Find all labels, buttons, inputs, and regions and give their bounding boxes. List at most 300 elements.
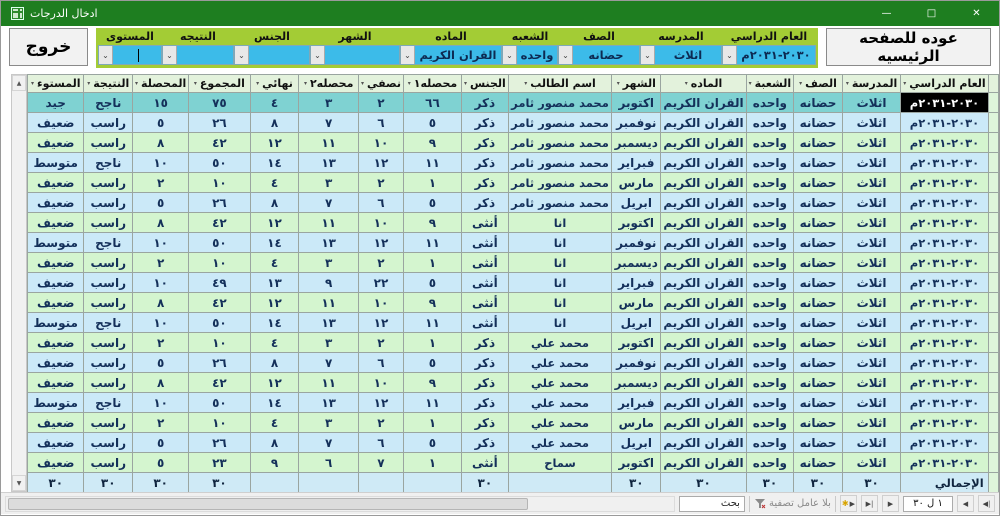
cell-result[interactable]: راسب [84,133,133,153]
cell-level[interactable]: متوسط [28,313,84,333]
cell-subject[interactable]: القران الكريم [661,273,746,293]
cell-half[interactable]: ١٢ [358,393,403,413]
cell-half[interactable]: ٦ [358,113,403,133]
cell-total[interactable]: ١٠ [189,333,250,353]
cell-obtained[interactable]: ٨ [133,293,189,313]
cell-half[interactable]: ٧ [358,453,403,473]
cell-section[interactable]: واحده [746,133,793,153]
cell-grade[interactable]: حضانه [794,413,843,433]
column-header-result[interactable] [84,75,133,93]
filter-value-section[interactable]: واحده [520,48,554,62]
column-header-gender[interactable] [461,75,508,93]
cell-total[interactable]: ٤٢ [189,133,250,153]
column-header-sum1[interactable] [403,75,461,93]
cell-result[interactable]: راسب [84,433,133,453]
column-header-sum2[interactable] [299,75,359,93]
column-header-half[interactable] [358,75,403,93]
cell-month[interactable]: مارس [612,413,661,433]
cell-sum2[interactable]: ١٣ [299,313,359,333]
chevron-down-icon[interactable]: ⌄ [401,46,415,64]
cell-school[interactable]: اثلاث [842,193,900,213]
chevron-down-icon[interactable]: ⌄ [723,46,737,64]
cell-sum2[interactable]: ٣ [299,333,359,353]
column-header-level[interactable] [28,75,84,93]
cell-student[interactable]: انا [508,293,611,313]
cell-level[interactable]: جيد [28,93,84,113]
last-record-button[interactable]: ▶| [861,495,878,512]
cell-half[interactable]: ١٠ [358,133,403,153]
cell-gender[interactable]: أنثى [461,233,508,253]
cell-school[interactable]: اثلاث [842,313,900,333]
cell-half[interactable]: ٢ [358,173,403,193]
cell-section[interactable]: واحده [746,173,793,193]
cell-sum2[interactable]: ٦ [299,453,359,473]
cell-subject[interactable]: القران الكريم [661,253,746,273]
record-selector[interactable] [988,153,998,173]
cell-year[interactable]: ٢٠٣٠-٢٠٣١م [901,133,988,153]
record-counter[interactable] [903,496,953,512]
cell-gender[interactable]: ذكر [461,113,508,133]
cell-final[interactable]: ١٤ [250,393,299,413]
cell-total[interactable]: ٢٦ [189,193,250,213]
cell-month[interactable]: اكتوبر [612,93,661,113]
cell-year[interactable]: ٢٠٣٠-٢٠٣١م [901,233,988,253]
cell-year[interactable]: ٢٠٣٠-٢٠٣١م [901,453,988,473]
cell-subject[interactable]: القران الكريم [661,333,746,353]
cell-total[interactable]: ٢٣ [189,453,250,473]
cell-sum1[interactable]: ٩ [403,133,461,153]
horizontal-scrollbar-thumb[interactable] [8,498,528,510]
cell-school[interactable]: اثلاث [842,273,900,293]
cell-sum1[interactable]: ٥ [403,353,461,373]
cell-final[interactable]: ١٤ [250,153,299,173]
column-dropdown-icon[interactable]: ▾ [407,80,411,87]
chevron-down-icon[interactable]: ⌄ [163,46,177,64]
cell-subject[interactable]: القران الكريم [661,173,746,193]
column-header-final[interactable] [250,75,299,93]
cell-student[interactable]: انا [508,313,611,333]
cell-sum1[interactable]: ٩ [403,213,461,233]
cell-subject[interactable]: القران الكريم [661,353,746,373]
cell-year[interactable]: ٢٠٣٠-٢٠٣١م [901,353,988,373]
cell-month[interactable]: فبراير [612,393,661,413]
cell-total[interactable]: ٤٢ [189,293,250,313]
cell-obtained[interactable]: ٥ [133,193,189,213]
cell-sum1[interactable]: ١ [403,413,461,433]
cell-half[interactable]: ٦ [358,353,403,373]
cell-sum2[interactable]: ٣ [299,413,359,433]
cell-sum2[interactable]: ٧ [299,113,359,133]
cell-obtained[interactable]: ٢ [133,333,189,353]
cell-gender[interactable]: أنثى [461,293,508,313]
cell-month[interactable]: مارس [612,293,661,313]
cell-obtained[interactable]: ٢ [133,413,189,433]
cell-month[interactable]: ديسمبر [612,253,661,273]
cell-year[interactable]: ٢٠٣٠-٢٠٣١م [901,413,988,433]
cell-gender[interactable]: ذكر [461,153,508,173]
cell-gender[interactable]: أنثى [461,313,508,333]
cell-sum2[interactable]: ٧ [299,193,359,213]
cell-grade[interactable]: حضانه [794,373,843,393]
filter-value-school[interactable]: اثلاث [673,48,703,62]
cell-obtained[interactable]: ١٥ [133,93,189,113]
cell-final[interactable]: ٨ [250,193,299,213]
cell-level[interactable]: متوسط [28,393,84,413]
filter-combo-level[interactable] [98,45,162,65]
cell-student[interactable]: محمد علي [508,433,611,453]
cell-month[interactable]: اكتوبر [612,213,661,233]
cell-grade[interactable]: حضانه [794,193,843,213]
cell-sum1[interactable]: ١١ [403,233,461,253]
cell-obtained[interactable]: ١٠ [133,153,189,173]
cell-year[interactable]: ٢٠٣٠-٢٠٣١م [901,293,988,313]
cell-student[interactable]: محمد علي [508,413,611,433]
cell-grade[interactable]: حضانه [794,313,843,333]
cell-year[interactable]: ٢٠٣٠-٢٠٣١م [901,433,988,453]
cell-grade[interactable]: حضانه [794,393,843,413]
cell-half[interactable]: ٦ [358,193,403,213]
cell-section[interactable]: واحده [746,113,793,133]
cell-sum2[interactable]: ١١ [299,133,359,153]
cell-half[interactable]: ١٢ [358,313,403,333]
cell-obtained[interactable]: ٥ [133,453,189,473]
cell-section[interactable]: واحده [746,93,793,113]
maximize-icon[interactable]: □ [926,8,937,19]
cell-obtained[interactable]: ١٠ [133,313,189,333]
filter-value-year[interactable]: ٢٠٣٠-٢٠٣١م [741,48,811,62]
cell-half[interactable]: ٢ [358,93,403,113]
cell-level[interactable]: متوسط [28,153,84,173]
filter-value-grade[interactable]: حضانه [588,48,624,62]
cell-level[interactable]: ضعيف [28,173,84,193]
cell-result[interactable]: راسب [84,353,133,373]
close-icon[interactable]: ✕ [972,8,981,19]
minimize-icon[interactable]: — [881,8,892,19]
column-dropdown-icon[interactable]: ▾ [845,80,849,87]
cell-sum2[interactable]: ٩ [299,273,359,293]
cell-grade[interactable]: حضانه [794,153,843,173]
filter-status[interactable] [754,498,831,510]
cell-gender[interactable]: ذكر [461,133,508,153]
cell-level[interactable]: ضعيف [28,133,84,153]
cell-month[interactable]: نوفمبر [612,353,661,373]
record-selector[interactable] [988,293,998,313]
cell-gender[interactable]: ذكر [461,373,508,393]
cell-total[interactable]: ٢٦ [189,353,250,373]
record-selector[interactable] [988,193,998,213]
cell-school[interactable]: اثلاث [842,453,900,473]
record-selector[interactable] [988,93,998,113]
column-dropdown-icon[interactable]: ▾ [903,80,907,87]
record-selector[interactable] [988,473,998,493]
cell-year[interactable]: ٢٠٣٠-٢٠٣١م [901,313,988,333]
record-selector[interactable] [988,393,998,413]
cell-half[interactable]: ٢ [358,413,403,433]
cell-month[interactable]: فبراير [612,153,661,173]
cell-year[interactable]: ٢٠٣٠-٢٠٣١م [901,333,988,353]
cell-sum2[interactable]: ٧ [299,353,359,373]
cell-school[interactable]: اثلاث [842,433,900,453]
cell-result[interactable]: راسب [84,373,133,393]
cell-half[interactable]: ١٠ [358,293,403,313]
record-selector[interactable] [988,253,998,273]
filter-combo-section[interactable] [502,45,558,65]
cell-final[interactable]: ٤ [250,253,299,273]
cell-half[interactable]: ٦ [358,433,403,453]
cell-level[interactable]: ضعيف [28,293,84,313]
cell-grade[interactable]: حضانه [794,253,843,273]
cell-section[interactable]: واحده [746,253,793,273]
search-input[interactable] [679,496,745,512]
cell-total[interactable]: ١٠ [189,253,250,273]
home-button[interactable]: عوده للصفحه الرئيسيه [826,28,991,66]
cell-section[interactable]: واحده [746,313,793,333]
cell-final[interactable]: ١٤ [250,313,299,333]
cell-sum1[interactable]: ١١ [403,313,461,333]
cell-month[interactable]: ابريل [612,193,661,213]
chevron-down-icon[interactable]: ⌄ [559,46,573,64]
cell-gender[interactable]: ذكر [461,433,508,453]
cell-result[interactable]: ناجح [84,153,133,173]
column-dropdown-icon[interactable]: ▾ [799,80,803,87]
cell-total[interactable]: ٥٠ [189,313,250,333]
cell-grade[interactable]: حضانه [794,233,843,253]
cell-obtained[interactable]: ١٠ [133,393,189,413]
cell-half[interactable]: ٢ [358,253,403,273]
cell-grade[interactable]: حضانه [794,353,843,373]
column-header-year[interactable] [901,75,988,93]
cell-student[interactable]: انا [508,213,611,233]
cell-result[interactable]: راسب [84,173,133,193]
cell-subject[interactable]: القران الكريم [661,453,746,473]
cell-obtained[interactable]: ٥ [133,353,189,373]
column-header-section[interactable] [746,75,793,93]
cell-school[interactable]: اثلاث [842,293,900,313]
cell-result[interactable]: راسب [84,413,133,433]
column-header-subject[interactable] [661,75,746,93]
cell-level[interactable]: ضعيف [28,453,84,473]
cell-final[interactable]: ٨ [250,113,299,133]
record-selector[interactable] [988,373,998,393]
cell-section[interactable]: واحده [746,393,793,413]
cell-result[interactable]: ناجح [84,93,133,113]
filter-value-level[interactable] [113,46,161,64]
column-header-total[interactable] [189,75,250,93]
cell-result[interactable]: راسب [84,273,133,293]
cell-result[interactable]: راسب [84,193,133,213]
cell-total[interactable]: ١٠ [189,413,250,433]
cell-sum2[interactable]: ٣ [299,173,359,193]
record-selector[interactable] [988,233,998,253]
record-selector[interactable] [988,113,998,133]
cell-gender[interactable]: أنثى [461,453,508,473]
cell-year[interactable]: ٢٠٣٠-٢٠٣١م [901,273,988,293]
cell-sum1[interactable]: ١١ [403,393,461,413]
cell-month[interactable]: نوفمبر [612,233,661,253]
cell-half[interactable]: ١٢ [358,153,403,173]
cell-student[interactable]: محمد علي [508,373,611,393]
cell-sum2[interactable]: ١١ [299,293,359,313]
record-selector[interactable] [988,213,998,233]
cell-year[interactable]: ٢٠٣٠-٢٠٣١م [901,93,988,113]
scroll-down-icon[interactable]: ▼ [12,475,26,491]
cell-final[interactable]: ٨ [250,353,299,373]
vertical-scrollbar[interactable] [11,74,27,492]
cell-obtained[interactable]: ٨ [133,373,189,393]
cell-total[interactable]: ٤٢ [189,373,250,393]
column-dropdown-icon[interactable]: ▾ [30,80,34,87]
cell-subject[interactable]: القران الكريم [661,373,746,393]
cell-section[interactable]: واحده [746,233,793,253]
cell-final[interactable]: ٤ [250,173,299,193]
cell-result[interactable]: راسب [84,293,133,313]
cell-subject[interactable]: القران الكريم [661,213,746,233]
cell-school[interactable]: اثلاث [842,253,900,273]
column-header-month[interactable] [612,75,661,93]
cell-month[interactable]: ابريل [612,433,661,453]
cell-grade[interactable]: حضانه [794,213,843,233]
cell-school[interactable]: اثلاث [842,113,900,133]
cell-section[interactable]: واحده [746,193,793,213]
cell-gender[interactable]: ذكر [461,353,508,373]
cell-student[interactable]: محمد منصور ثامر [508,153,611,173]
filter-combo-result[interactable] [162,45,234,65]
cell-subject[interactable]: القران الكريم [661,93,746,113]
filter-combo-gender[interactable] [234,45,310,65]
cell-school[interactable]: اثلاث [842,153,900,173]
cell-total[interactable]: ١٠ [189,173,250,193]
column-dropdown-icon[interactable]: ▾ [360,80,364,87]
cell-sum2[interactable]: ١٣ [299,393,359,413]
cell-final[interactable]: ١٢ [250,213,299,233]
cell-sum1[interactable]: ٥ [403,113,461,133]
cell-level[interactable]: ضعيف [28,113,84,133]
cell-level[interactable]: ضعيف [28,253,84,273]
filter-combo-school[interactable] [640,45,722,65]
cell-subject[interactable]: القران الكريم [661,193,746,213]
column-dropdown-icon[interactable]: ▾ [87,80,91,87]
cell-grade[interactable]: حضانه [794,433,843,453]
cell-level[interactable]: ضعيف [28,373,84,393]
cell-section[interactable]: واحده [746,453,793,473]
cell-student[interactable]: سماح [508,453,611,473]
cell-month[interactable]: اكتوبر [612,333,661,353]
cell-school[interactable]: اثلاث [842,133,900,153]
column-dropdown-icon[interactable]: ▾ [303,80,307,87]
cell-year[interactable]: ٢٠٣٠-٢٠٣١م [901,253,988,273]
cell-half[interactable]: ١٢ [358,233,403,253]
record-selector[interactable] [988,173,998,193]
cell-sum2[interactable]: ٧ [299,433,359,453]
filter-combo-month[interactable] [310,45,400,65]
cell-total[interactable]: ٤٩ [189,273,250,293]
column-header-school[interactable] [842,75,900,93]
record-selector-header[interactable] [988,75,998,93]
cell-grade[interactable]: حضانه [794,273,843,293]
cell-year[interactable]: ٢٠٣٠-٢٠٣١م [901,173,988,193]
cell-year[interactable]: ٢٠٣٠-٢٠٣١م [901,193,988,213]
cell-result[interactable]: راسب [84,213,133,233]
cell-level[interactable]: ضعيف [28,333,84,353]
cell-total[interactable]: ٥٠ [189,393,250,413]
cell-gender[interactable]: أنثى [461,273,508,293]
cell-obtained[interactable]: ٨ [133,213,189,233]
cell-total[interactable]: ٢٦ [189,113,250,133]
chevron-down-icon[interactable]: ⌄ [235,46,249,64]
cell-school[interactable]: اثلاث [842,173,900,193]
cell-sum1[interactable]: ٥ [403,273,461,293]
cell-subject[interactable]: القران الكريم [661,293,746,313]
cell-month[interactable]: ديسمبر [612,373,661,393]
cell-school[interactable]: اثلاث [842,413,900,433]
cell-year[interactable]: ٢٠٣٠-٢٠٣١م [901,153,988,173]
cell-school[interactable]: اثلاث [842,393,900,413]
cell-sum2[interactable]: ١١ [299,213,359,233]
column-dropdown-icon[interactable]: ▾ [684,80,688,87]
cell-subject[interactable]: القران الكريم [661,113,746,133]
cell-student[interactable]: محمد علي [508,393,611,413]
cell-school[interactable]: اثلاث [842,93,900,113]
cell-final[interactable]: ١٢ [250,293,299,313]
cell-month[interactable]: ابريل [612,313,661,333]
cell-obtained[interactable]: ٥ [133,433,189,453]
cell-school[interactable]: اثلاث [842,353,900,373]
cell-sum1[interactable]: ٩ [403,293,461,313]
cell-gender[interactable]: أنثى [461,253,508,273]
cell-level[interactable]: ضعيف [28,193,84,213]
cell-month[interactable]: ديسمبر [612,133,661,153]
cell-student[interactable]: انا [508,253,611,273]
column-dropdown-icon[interactable]: ▾ [463,80,467,87]
cell-level[interactable]: ضعيف [28,413,84,433]
cell-student[interactable]: محمد علي [508,333,611,353]
cell-subject[interactable]: القران الكريم [661,433,746,453]
cell-obtained[interactable]: ١٠ [133,273,189,293]
chevron-down-icon[interactable]: ⌄ [641,46,655,64]
cell-student[interactable]: محمد علي [508,353,611,373]
cell-grade[interactable]: حضانه [794,133,843,153]
cell-obtained[interactable]: ٢ [133,173,189,193]
record-selector[interactable] [988,433,998,453]
cell-obtained[interactable]: ١٠ [133,233,189,253]
cell-student[interactable]: محمد منصور ثامر [508,133,611,153]
cell-grade[interactable]: حضانه [794,173,843,193]
cell-subject[interactable]: القران الكريم [661,133,746,153]
cell-level[interactable]: ضعيف [28,273,84,293]
cell-sum2[interactable]: ١٣ [299,233,359,253]
column-dropdown-icon[interactable]: ▾ [256,80,260,87]
record-selector[interactable] [988,413,998,433]
filter-combo-year[interactable] [722,45,816,65]
cell-subject[interactable]: القران الكريم [661,233,746,253]
cell-gender[interactable]: ذكر [461,93,508,113]
cell-result[interactable]: ناجح [84,233,133,253]
column-header-grade[interactable] [794,75,843,93]
record-selector[interactable] [988,313,998,333]
cell-result[interactable]: راسب [84,113,133,133]
cell-subject[interactable]: القران الكريم [661,413,746,433]
cell-section[interactable]: واحده [746,293,793,313]
cell-student[interactable]: محمد منصور ثامر [508,93,611,113]
cell-sum1[interactable]: ٥ [403,433,461,453]
cell-result[interactable]: راسب [84,253,133,273]
cell-result[interactable]: ناجح [84,393,133,413]
cell-total[interactable]: ٢٦ [189,433,250,453]
cell-section[interactable]: واحده [746,433,793,453]
chevron-down-icon[interactable]: ⌄ [99,46,113,64]
cell-student[interactable]: محمد منصور ثامر [508,113,611,133]
cell-total[interactable]: ٤٢ [189,213,250,233]
